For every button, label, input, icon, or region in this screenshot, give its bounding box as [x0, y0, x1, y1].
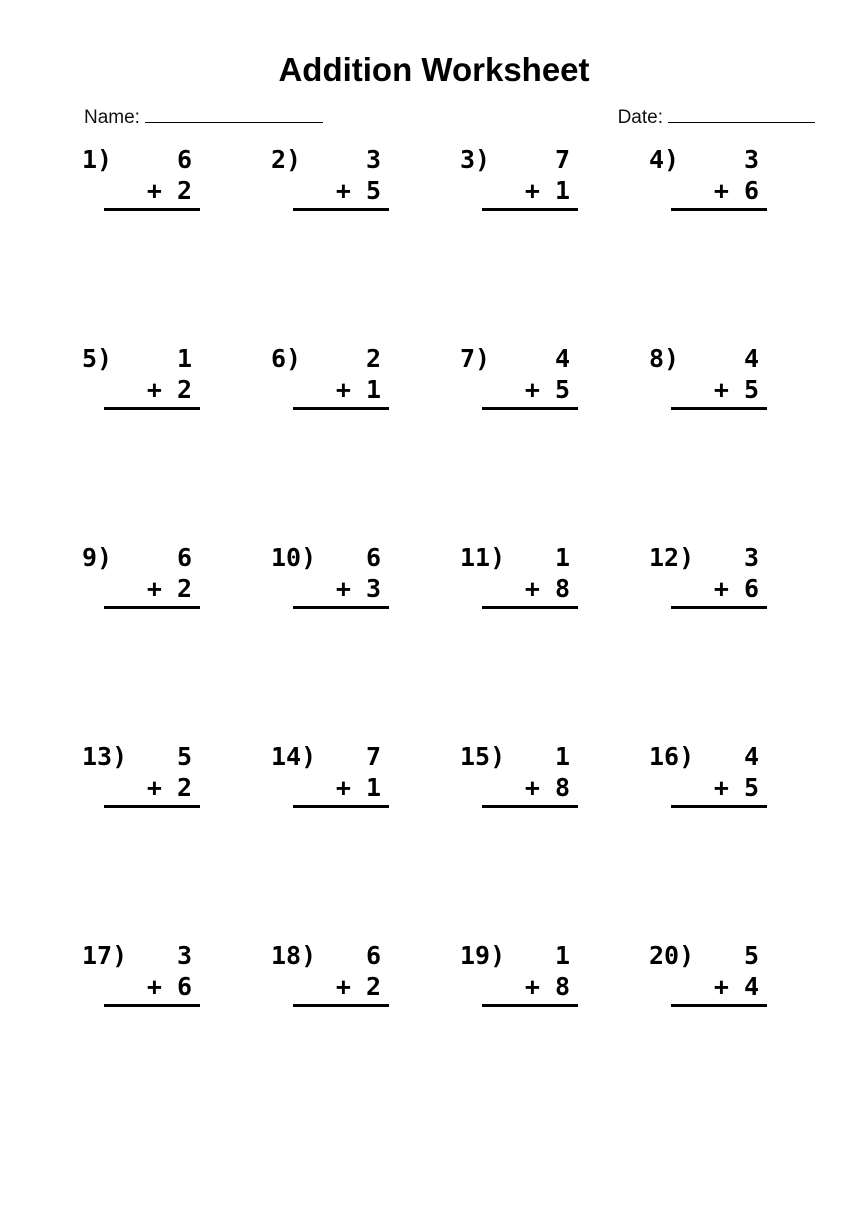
problem-15	[460, 741, 578, 940]
plus-operator: +	[335, 972, 351, 1001]
problem-20	[649, 940, 767, 1139]
answer-line	[482, 606, 578, 609]
operand-bottom: 6	[743, 574, 759, 603]
problem-number: 1)	[82, 145, 113, 174]
problem-number: 12)	[649, 543, 695, 572]
problem-number: 16)	[649, 742, 695, 771]
problems-grid	[82, 144, 767, 1139]
plus-operator: +	[524, 773, 540, 802]
answer-line	[104, 805, 200, 808]
operand-bottom: 2	[176, 176, 192, 205]
operand-bottom: 5	[365, 176, 381, 205]
plus-operator: +	[524, 176, 540, 205]
worksheet-title: Addition Worksheet	[278, 51, 590, 88]
plus-operator: +	[146, 176, 162, 205]
operand-bottom: 2	[176, 574, 192, 603]
problem-7	[460, 343, 578, 542]
plus-operator: +	[524, 574, 540, 603]
answer-line	[671, 805, 767, 808]
answer-line	[104, 208, 200, 211]
plus-operator: +	[713, 574, 729, 603]
problem-2	[271, 144, 389, 343]
problem-number: 7)	[460, 344, 491, 373]
plus-operator: +	[146, 574, 162, 603]
operand-top: 1	[176, 344, 192, 373]
problem-19	[460, 940, 578, 1139]
answer-line	[293, 805, 389, 808]
operand-bottom: 2	[365, 972, 381, 1001]
problem-number: 17)	[82, 941, 128, 970]
problem-number: 6)	[271, 344, 302, 373]
operand-bottom: 2	[176, 375, 192, 404]
answer-line	[671, 407, 767, 410]
operand-top: 1	[554, 742, 570, 771]
plus-operator: +	[524, 972, 540, 1001]
operand-top: 3	[743, 543, 759, 572]
answer-line	[482, 208, 578, 211]
operand-bottom: 6	[176, 972, 192, 1001]
problem-number: 11)	[460, 543, 506, 572]
problem-6	[271, 343, 389, 542]
operand-top: 6	[176, 145, 192, 174]
operand-bottom: 5	[743, 773, 759, 802]
problem-9	[82, 542, 200, 741]
date-label: Date:	[617, 106, 663, 128]
problem-1	[82, 144, 200, 343]
operand-bottom: 5	[554, 375, 570, 404]
operand-top: 6	[365, 543, 381, 572]
problem-number: 18)	[271, 941, 317, 970]
operand-bottom: 3	[365, 574, 381, 603]
operand-bottom: 5	[743, 375, 759, 404]
plus-operator: +	[335, 574, 351, 603]
operand-top: 7	[554, 145, 570, 174]
plus-operator: +	[146, 375, 162, 404]
operand-top: 1	[554, 941, 570, 970]
name-blank-line	[145, 103, 323, 123]
operand-bottom: 4	[743, 972, 759, 1001]
problem-18	[271, 940, 389, 1139]
plus-operator: +	[713, 972, 729, 1001]
problem-number: 9)	[82, 543, 113, 572]
plus-operator: +	[524, 375, 540, 404]
operand-bottom: 8	[554, 574, 570, 603]
problem-10	[271, 542, 389, 741]
answer-line	[671, 208, 767, 211]
meta-row	[84, 103, 815, 129]
operand-top: 5	[743, 941, 759, 970]
operand-bottom: 8	[554, 972, 570, 1001]
problem-12	[649, 542, 767, 741]
date-field	[618, 103, 815, 129]
problem-4	[649, 144, 767, 343]
answer-line	[671, 606, 767, 609]
operand-top: 4	[743, 742, 759, 771]
answer-line	[671, 1004, 767, 1007]
operand-bottom: 1	[365, 773, 381, 802]
operand-top: 3	[176, 941, 192, 970]
operand-top: 6	[365, 941, 381, 970]
answer-line	[104, 407, 200, 410]
plus-operator: +	[146, 972, 162, 1001]
operand-bottom: 8	[554, 773, 570, 802]
problem-11	[460, 542, 578, 741]
operand-bottom: 6	[743, 176, 759, 205]
answer-line	[293, 407, 389, 410]
problem-number: 20)	[649, 941, 695, 970]
plus-operator: +	[146, 773, 162, 802]
problem-number: 5)	[82, 344, 113, 373]
problem-number: 14)	[271, 742, 317, 771]
operand-top: 6	[176, 543, 192, 572]
plus-operator: +	[713, 375, 729, 404]
problem-16	[649, 741, 767, 940]
plus-operator: +	[335, 375, 351, 404]
name-label: Name:	[84, 106, 140, 128]
operand-top: 1	[554, 543, 570, 572]
operand-bottom: 2	[176, 773, 192, 802]
problem-13	[82, 741, 200, 940]
problem-number: 8)	[649, 344, 680, 373]
problem-number: 10)	[271, 543, 317, 572]
answer-line	[293, 606, 389, 609]
answer-line	[104, 606, 200, 609]
operand-bottom: 1	[554, 176, 570, 205]
operand-top: 5	[176, 742, 192, 771]
answer-line	[482, 805, 578, 808]
answer-line	[293, 1004, 389, 1007]
problem-3	[460, 144, 578, 343]
name-field	[84, 103, 323, 129]
operand-top: 3	[365, 145, 381, 174]
operand-top: 3	[743, 145, 759, 174]
answer-line	[482, 407, 578, 410]
operand-top: 4	[743, 344, 759, 373]
problem-number: 19)	[460, 941, 506, 970]
answer-line	[104, 1004, 200, 1007]
plus-operator: +	[713, 773, 729, 802]
operand-bottom: 1	[365, 375, 381, 404]
problem-8	[649, 343, 767, 542]
operand-top: 2	[365, 344, 381, 373]
problem-number: 15)	[460, 742, 506, 771]
operand-top: 7	[365, 742, 381, 771]
date-blank-line	[668, 103, 815, 123]
problem-17	[82, 940, 200, 1139]
plus-operator: +	[335, 773, 351, 802]
problem-number: 3)	[460, 145, 491, 174]
problem-number: 2)	[271, 145, 302, 174]
plus-operator: +	[713, 176, 729, 205]
problem-5	[82, 343, 200, 542]
problem-14	[271, 741, 389, 940]
operand-top: 4	[554, 344, 570, 373]
problem-number: 4)	[649, 145, 680, 174]
answer-line	[482, 1004, 578, 1007]
answer-line	[293, 208, 389, 211]
problem-number: 13)	[82, 742, 128, 771]
plus-operator: +	[335, 176, 351, 205]
